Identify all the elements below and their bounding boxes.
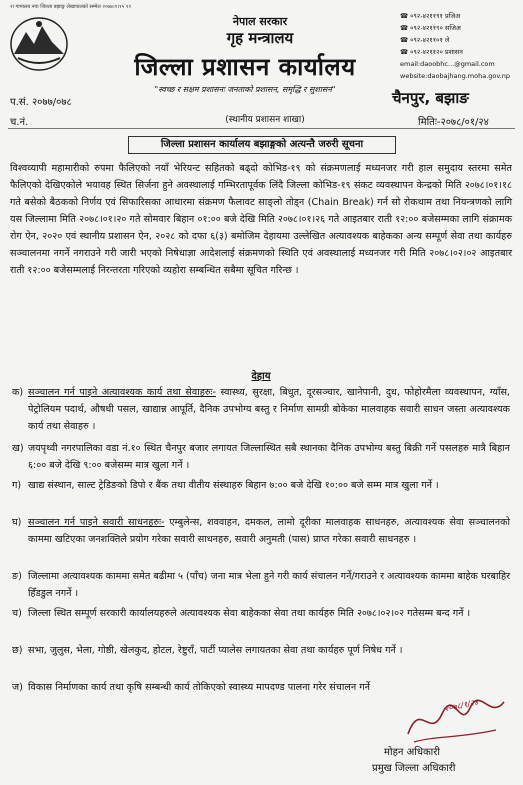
item-text: जिल्ला स्थित सम्पूर्ण सरकारी कार्यालयहरुले अत्यावश्यक सेवा बाहेकका सेवा तथा कार्यहरु मिति २०७८।०२।०२ गतेसम्म बन्द गर्ने ।	[28, 608, 471, 619]
item-text: सभा, जुलुस, भेला, गोष्ठी, खेलकुद, होटल, रेष्टुराँ, पार्टी प्यालेस लगायतका सेवा तथा कार्यहरु पूर्ण निषेध गर्ने ।	[28, 645, 403, 656]
office-motto: "स्वच्छ र सक्षम प्रशासनः जनताको प्रशासन, समृद्धि र सुशासन"	[154, 85, 336, 94]
item-label: क)	[12, 387, 24, 398]
header-divider	[8, 128, 515, 129]
item-text: खाद्य संस्थान, साल्ट ट्रेडिङको डिपो र बैंक तथा वीतीय संस्थाहरु बिहान ७:०० बजे देखि १०:०० बजे सम्म मात्र खुला गर्ने ।	[28, 480, 439, 491]
list-item	[12, 605, 510, 622]
item-label: ख)	[12, 443, 24, 454]
item-label: ङ)	[12, 571, 22, 582]
patra-sankhya: प.सं. २०७७/०७८	[10, 97, 72, 108]
list-item	[12, 568, 510, 602]
item-text: जिल्लामा अत्यावश्यक काममा समेत बढीमा ५ (पाँच) जना मात्र भेला हुने गरी कार्य संचालन गर्ने/गराउने र अत्यावश्यक काममा बाहेक घरबाहिर हिँडडुल नगर्ने ।	[28, 571, 510, 599]
list-item	[12, 514, 510, 548]
contact-line: ☎ ०९२-४२११०१ ले	[400, 36, 450, 44]
notice-body: विश्वव्यापी महामारीको रुपमा फैलिएको नयाँ भेरियन्ट सहितको बढ्दो कोभिड-१९ को संक्रमणलाई मध्यनजर गरी हाल समुदाय स्तरमा समेत फैलिएको देखिएकोले भयावह स्थित सिर्जना हुने अवस्थालाई गम्भिरतापूर्वक लिंदै जिल्ला कोभिड-१९ संकट व्यवस्थापन केन्द्रको मिति २०७८।०१।१८ गते बसेको बैठकको निर्णय एवं सिफारिसका आधारमा संक्रमण फैलावट साङ्लो तोड्न (Chain Break) गर्न सो रोकथाम तथा नियन्त्रणको लागि यस जिल्लामा मिति २०७८।०१।२० गते सोमवार बिहान ०१:०० बजे देखि मिति २०७८।०१।२६ गते आइतबार राती १२:०० बजेसम्मका लागि संक्रामक रोग ऐन, २०२० एवं स्थानीय प्रशासन ऐन, २०२८ को दफा ६(३) बमोजिम देहायमा उल्लेखित अत्यावश्यक बाहेकका अन्य सम्पूर्ण सेवा तथा कार्यहरु सञ्चालनमा नगर्ने नगराउने गरी जारी भएको निषेधाज्ञा आदेशलाई संक्रमणको स्थिति एवं अवस्थालाई मध्यनजर गरी मिति २०७८।०२।०२ आइतबार राती १२:०० बजेसम्मलाई निरन्तरता गरिएको व्यहोरा सम्बन्धित सबैमा सूचित गरिन्छ ।	[10, 163, 512, 276]
contact-line: ☎ ०९२-४२११९१ प्रजिअ	[400, 12, 461, 20]
contact-line: ☎ ०९२-४२११९० सजिअ	[400, 24, 461, 32]
signatory-name: मोहन अधिकारी	[384, 747, 440, 758]
header-small-text: २ा गामालय नपा जिल्ला बझाङ्ग लेखापालको सम्मेल २०७७।१।१५ ११	[10, 4, 132, 10]
government-emblem	[8, 14, 70, 72]
office-name: जिल्ला प्रशासन कार्यालय	[134, 53, 356, 81]
notice-title-box	[128, 136, 396, 154]
contact-line: email:daoobhc...@gmail.com	[400, 60, 495, 68]
item-label: छ)	[12, 645, 23, 656]
document-date: मितिः-२०७८/०१/२४	[418, 117, 489, 128]
contact-line: website:daobajhang.moha.gov.np	[400, 72, 511, 80]
country-name: नेपाल सरकार	[232, 15, 288, 28]
item-text: स्वास्थ्य, सुरक्षा, बिधुत, दूरसञ्चार, खानेपानी, दुध, फोहोरमैला व्यवस्थापन, ग्याँस, पेट्रोलियम पदार्थ, औषधी पसल, खाद्यान्न आपूर्ति, दैनिक उपभोग्य बस्तु र निर्माण सामग्री बोकेका मालवाहक सवारी साधन जस्ता अत्यावश्यक कार्य तथा सेवाहरु ।	[28, 387, 510, 432]
list-item	[12, 384, 510, 435]
item-text: विकास निर्माणका कार्य तथा कृषि सम्बन्धी कार्य तोकिएको स्वास्थ्य मापदण्ड पालना गरेर संचालन गर्ने	[28, 682, 370, 693]
list-item	[12, 642, 510, 659]
office-location: चैनपुर, बझाङ	[392, 89, 469, 107]
signatory-designation: प्रमुख जिल्ला अधिकारी	[372, 763, 456, 774]
item-heading: सञ्चालन गर्न पाइने सवारी साधनहरुः-	[28, 517, 165, 528]
dehay-heading: देहाय	[251, 371, 271, 382]
item-text: एम्बुलेन्स, शववाहन, दमकल, लामो दूरीका मालवाहक साधनहरु, अत्यावश्यक सेवा सञ्चालनको काममा खटिएका जनशक्तिले प्रयोग गरेका सवारी साधनहरु, सवारी अनुमती (पास) प्राप्त गरेका सवारी साधनहरु ।	[28, 517, 510, 545]
notice-title: जिल्ला प्रशासन कार्यालय बझाङ्गको अत्यन्तै जरुरी सूचना	[160, 139, 364, 150]
signature-scribble	[400, 690, 510, 750]
section-name: (स्थानीय प्रशासन शाखा)	[225, 115, 305, 125]
list-item	[12, 477, 510, 494]
contact-block	[400, 10, 518, 82]
item-text: जयपृथ्वी नगरपालिका वडा नं.१० स्थित चैनपुर बजार लगायत जिल्लास्थित सबै स्थानका दैनिक उपभोग्य बस्तु बिक्री गर्ने पसलहरु मात्रै बिहान ६:०० बजे देखि ९:०० बजेसम्म मात्र खुला गर्ने ।	[28, 443, 511, 471]
item-label: घ)	[12, 517, 22, 528]
signature-date: २०७८/१/२४	[443, 697, 480, 714]
contact-line: ☎ ०९२-४२११२० प्रशासन	[400, 48, 463, 56]
item-heading: सञ्चालन गर्न पाइने अत्यावश्यक कार्य तथा सेवाहरुः-	[28, 387, 216, 398]
item-label: ग)	[12, 480, 22, 491]
item-label: च)	[12, 608, 22, 619]
list-item	[12, 440, 511, 474]
chalani-number: च.नं.	[10, 117, 29, 128]
item-label: ज)	[12, 682, 23, 693]
ministry-name: गृह मन्त्रालय	[226, 29, 294, 47]
